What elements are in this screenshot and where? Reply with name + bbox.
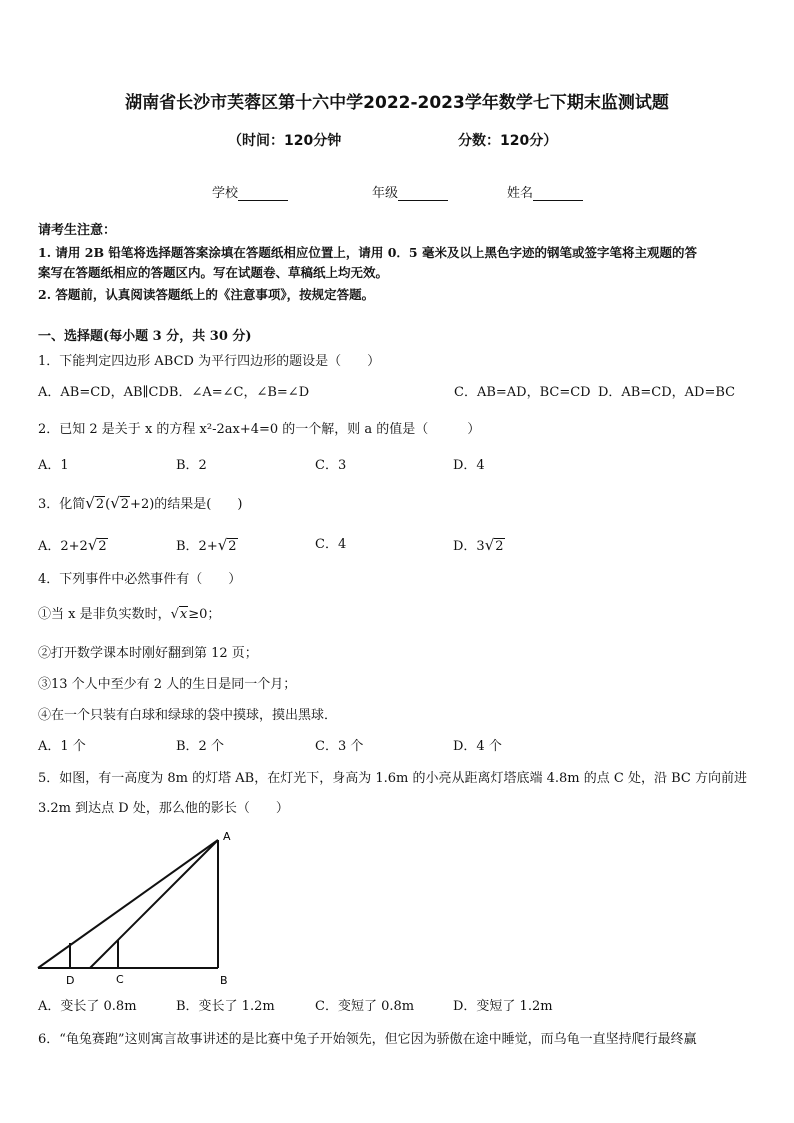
school-field	[212, 182, 288, 201]
q2-option-b: B．2	[176, 458, 207, 473]
q5-option-a: A．变长了 0.8m	[38, 999, 137, 1014]
name-field	[507, 182, 583, 201]
q3-stem-post: +2)的结果是( )	[130, 497, 243, 512]
q4-statement-1-text: ①当 x 是非负实数时，	[38, 607, 171, 622]
q4-stem: 4．下列事件中必然事件有（ ）	[38, 572, 242, 587]
q3-stem-mid: (	[105, 497, 111, 512]
q3-option-b	[176, 536, 238, 556]
school-label: 学校	[212, 186, 239, 201]
label-c: C	[116, 973, 124, 986]
sqrt-icon: √	[85, 494, 95, 512]
q1-option-c: C．AB=AD，BC=CD	[454, 385, 591, 400]
q4-option-c: C．3 个	[315, 739, 364, 754]
grade-blank	[398, 186, 448, 201]
q6-stem: 6．“龟兔赛跑”这则寓言故事讲述的是比赛中兔子开始领先，但它因为骄傲在途中睡觉，而乌龟一直坚持爬行最终赢	[38, 1032, 697, 1047]
q2-stem: 2．已知 2 是关于 x 的方程 x²-2ax+4=0 的一个解，则 a 的值是（ ）	[38, 422, 481, 437]
grade-field	[372, 182, 448, 201]
q3-stem-pre: 3．化简	[38, 497, 86, 512]
notice-line1b: 案写在答题纸相应的答题区内。写在试题卷、草稿纸上均无效。	[38, 265, 389, 280]
q5-stem-line2: 3.2m 到达点 D 处，那么他的影长（ ）	[38, 801, 289, 816]
q3-option-b-text: B．2+	[176, 539, 218, 554]
name-blank	[533, 186, 583, 201]
q3-radicand: 2	[95, 497, 105, 512]
q2-option-a: A．1	[38, 458, 69, 473]
q4-option-b: B．2 个	[176, 739, 224, 754]
q3-radicand: 2	[98, 539, 107, 554]
notice-line1: 1. 请用 2B 铅笔将选择题答案涂填在答题纸相应位置上，请用 0．5 毫米及以上黑色字迹的钢笔或签字笔将主观题的答	[38, 245, 697, 260]
q1-option-d: D．AB=CD，AD=BC	[598, 385, 736, 400]
section-heading: 一、选择题(每小题 3 分，共 30 分)	[38, 329, 252, 344]
label-b: B	[220, 974, 228, 987]
q5-option-d: D．变短了 1.2m	[453, 999, 553, 1014]
school-blank	[238, 186, 288, 201]
q3-option-a	[38, 536, 108, 556]
notice-line2: 2. 答题前，认真阅读答题纸上的《注意事项》，按规定答题。	[38, 287, 375, 302]
q4-option-a: A．1 个	[38, 739, 86, 754]
q3-option-d-text: D．3	[453, 539, 485, 554]
q4-statement-1	[38, 606, 220, 624]
name-label: 姓名	[507, 186, 534, 201]
q4-option-d: D．4 个	[453, 739, 502, 754]
q4-statement-1-end: ≥0；	[188, 607, 221, 622]
q4-statement-4: ④在一个只装有白球和绿球的袋中摸球，摸出黑球．	[38, 708, 338, 723]
label-a: A	[223, 830, 231, 843]
q4-radicand: x	[179, 607, 188, 622]
q3-option-a-text: A．2+2	[38, 539, 88, 554]
q3-radicand: 2	[120, 497, 130, 512]
q5-option-c: C．变短了 0.8m	[315, 999, 415, 1014]
grade-label: 年级	[372, 186, 399, 201]
exam-score: 分数：120分）	[458, 133, 558, 149]
q3-stem	[38, 494, 242, 514]
q1-option-ab: A．AB=CD，AB∥CDB．∠A=∠C，∠B=∠D	[38, 385, 310, 400]
sqrt-icon: √	[110, 494, 120, 512]
label-d: D	[66, 974, 75, 987]
light-ray-d	[38, 840, 218, 968]
sqrt-icon: √	[484, 536, 495, 554]
exam-title: 湖南省长沙市芙蓉区第十六中学2022-2023学年数学七下期末监测试题	[125, 93, 669, 113]
q5-stem-line1: 5．如图，有一高度为 8m 的灯塔 AB，在灯光下，身高为 1.6m 的小亮从距离灯塔底端 4.8m 的点 C 处，沿 BC 方向前进	[38, 771, 747, 786]
sqrt-icon: √	[217, 536, 228, 554]
q3-radicand: 2	[228, 539, 237, 554]
q2-option-c: C．3	[315, 458, 347, 473]
q2-option-d: D．4	[453, 458, 485, 473]
q3-option-d	[453, 536, 505, 556]
notice-heading: 请考生注意：	[38, 223, 117, 238]
q5-option-b: B．变长了 1.2m	[176, 999, 275, 1014]
sqrt-icon: √	[170, 607, 179, 622]
q3-radicand: 2	[495, 539, 504, 554]
q1-stem: 1．下能判定四边形 ABCD 为平行四边形的题设是（ ）	[38, 354, 381, 369]
light-ray-c	[90, 840, 218, 968]
q4-statement-3: ③13 个人中至少有 2 人的生日是同一个月；	[38, 677, 297, 692]
q3-option-c: C．4	[315, 537, 347, 552]
q4-statement-2: ②打开数学课本时刚好翻到第 12 页；	[38, 646, 258, 661]
lighthouse-figure	[30, 826, 250, 990]
exam-time: （时间：120分钟	[228, 133, 342, 149]
sqrt-icon: √	[87, 536, 98, 554]
